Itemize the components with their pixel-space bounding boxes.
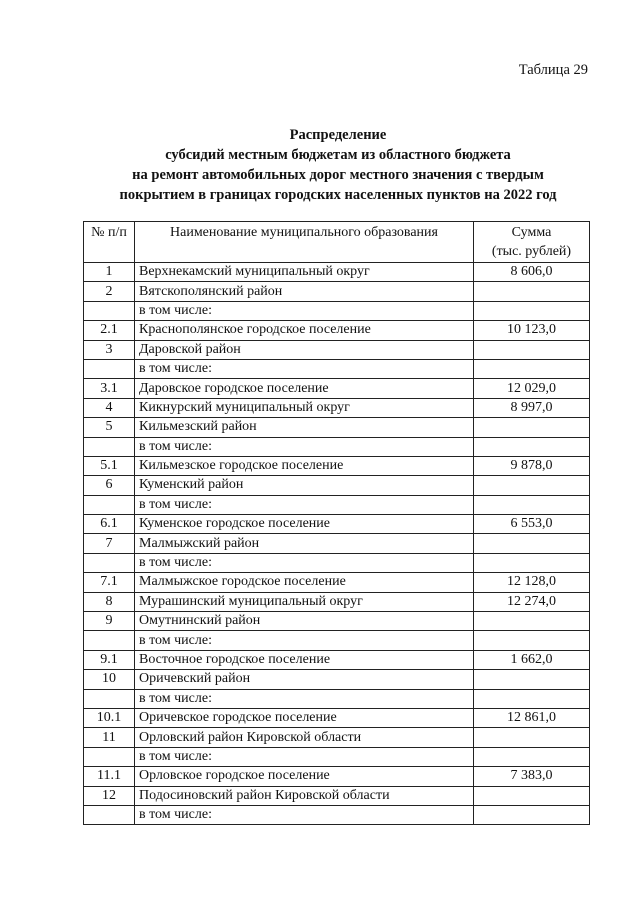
row-number: 10 xyxy=(84,670,135,689)
table-row xyxy=(84,747,590,766)
row-municipality-name: в том числе: xyxy=(135,359,474,378)
table-row xyxy=(84,631,590,650)
row-number xyxy=(84,805,135,824)
row-number: 11.1 xyxy=(84,767,135,786)
row-municipality-name: Куменское городское поселение xyxy=(135,515,474,534)
row-number xyxy=(84,301,135,320)
table-row xyxy=(84,515,590,534)
row-municipality-name: в том числе: xyxy=(135,301,474,320)
row-sum xyxy=(474,689,590,708)
row-municipality-name: Подосиновский район Кировской области xyxy=(135,786,474,805)
table-row xyxy=(84,437,590,456)
row-sum: 12 861,0 xyxy=(474,708,590,727)
row-municipality-name: Малмыжское городское поселение xyxy=(135,573,474,592)
row-municipality-name: Куменский район xyxy=(135,476,474,495)
row-number xyxy=(84,495,135,514)
row-sum xyxy=(474,418,590,437)
row-municipality-name: Орловское городское поселение xyxy=(135,767,474,786)
row-municipality-name: Орловский район Кировской области xyxy=(135,728,474,747)
row-sum xyxy=(474,301,590,320)
row-sum xyxy=(474,476,590,495)
table-number-label: Таблица 29 xyxy=(518,62,588,78)
row-number: 9 xyxy=(84,612,135,631)
table-row xyxy=(84,612,590,631)
row-municipality-name: в том числе: xyxy=(135,805,474,824)
table-row xyxy=(84,282,590,301)
row-sum xyxy=(474,786,590,805)
row-number: 7 xyxy=(84,534,135,553)
row-number: 3 xyxy=(84,340,135,359)
row-sum xyxy=(474,670,590,689)
title-line-2: субсидий местным бюджетам из областного бюджета xyxy=(165,147,511,163)
row-sum: 12 128,0 xyxy=(474,573,590,592)
header-municipality-name: Наименование муниципального образования xyxy=(135,222,474,263)
row-number: 6.1 xyxy=(84,515,135,534)
row-municipality-name: Кильмезское городское поселение xyxy=(135,456,474,475)
row-number xyxy=(84,437,135,456)
row-sum: 9 878,0 xyxy=(474,456,590,475)
row-number xyxy=(84,631,135,650)
row-number xyxy=(84,553,135,572)
row-sum: 1 662,0 xyxy=(474,650,590,669)
row-number xyxy=(84,747,135,766)
row-municipality-name: в том числе: xyxy=(135,495,474,514)
title-line-1: Распределение xyxy=(289,127,387,143)
table-row xyxy=(84,592,590,611)
table-row xyxy=(84,786,590,805)
row-number: 2.1 xyxy=(84,321,135,340)
row-number: 10.1 xyxy=(84,708,135,727)
row-municipality-name: Мурашинский муниципальный округ xyxy=(135,592,474,611)
row-number: 5.1 xyxy=(84,456,135,475)
table-row xyxy=(84,573,590,592)
row-municipality-name: Вятскополянский район xyxy=(135,282,474,301)
table-row xyxy=(84,534,590,553)
row-municipality-name: Восточное городское поселение xyxy=(135,650,474,669)
row-number: 5 xyxy=(84,418,135,437)
title-line-3: на ремонт автомобильных дорог местного значения с твердым xyxy=(132,167,544,183)
row-sum: 8 606,0 xyxy=(474,263,590,282)
row-municipality-name: Даровское городское поселение xyxy=(135,379,474,398)
row-municipality-name: Кильмезский район xyxy=(135,418,474,437)
row-municipality-name: Верхнекамский муниципальный округ xyxy=(135,263,474,282)
table-row xyxy=(84,689,590,708)
table-row xyxy=(84,301,590,320)
table-row xyxy=(84,379,590,398)
row-sum xyxy=(474,340,590,359)
row-municipality-name: Омутнинский район xyxy=(135,612,474,631)
row-sum: 6 553,0 xyxy=(474,515,590,534)
row-municipality-name: Оричевское городское поселение xyxy=(135,708,474,727)
row-municipality-name: Кикнурский муниципальный округ xyxy=(135,398,474,417)
table-body xyxy=(84,263,590,825)
header-sum-line-2: (тыс. рублей) xyxy=(491,244,572,259)
table-header-row xyxy=(84,222,590,263)
row-municipality-name: в том числе: xyxy=(135,553,474,572)
row-number: 8 xyxy=(84,592,135,611)
table-row xyxy=(84,650,590,669)
table-row xyxy=(84,728,590,747)
row-sum xyxy=(474,747,590,766)
row-sum xyxy=(474,534,590,553)
table-row xyxy=(84,340,590,359)
table-row xyxy=(84,359,590,378)
row-number: 12 xyxy=(84,786,135,805)
row-municipality-name: в том числе: xyxy=(135,747,474,766)
row-number: 4 xyxy=(84,398,135,417)
row-sum: 7 383,0 xyxy=(474,767,590,786)
table-row xyxy=(84,708,590,727)
row-sum xyxy=(474,728,590,747)
row-municipality-name: Оричевский район xyxy=(135,670,474,689)
row-sum xyxy=(474,495,590,514)
table-row xyxy=(84,321,590,340)
row-number: 11 xyxy=(84,728,135,747)
table-row xyxy=(84,456,590,475)
row-municipality-name: Даровской район xyxy=(135,340,474,359)
table-row xyxy=(84,805,590,824)
table-row xyxy=(84,398,590,417)
row-sum xyxy=(474,553,590,572)
document-title xyxy=(0,125,632,205)
table-row xyxy=(84,263,590,282)
row-municipality-name: в том числе: xyxy=(135,631,474,650)
table-row xyxy=(84,553,590,572)
row-municipality-name: в том числе: xyxy=(135,689,474,708)
row-number: 1 xyxy=(84,263,135,282)
header-number: № п/п xyxy=(84,222,135,263)
row-number xyxy=(84,359,135,378)
row-number xyxy=(84,689,135,708)
row-sum xyxy=(474,612,590,631)
row-sum: 12 274,0 xyxy=(474,592,590,611)
row-sum xyxy=(474,437,590,456)
table-row xyxy=(84,418,590,437)
table-row xyxy=(84,495,590,514)
row-municipality-name: Краснополянское городское поселение xyxy=(135,321,474,340)
row-sum xyxy=(474,282,590,301)
table-row xyxy=(84,670,590,689)
row-sum: 10 123,0 xyxy=(474,321,590,340)
row-number: 2 xyxy=(84,282,135,301)
row-sum: 12 029,0 xyxy=(474,379,590,398)
table-row xyxy=(84,476,590,495)
row-sum xyxy=(474,805,590,824)
row-number: 6 xyxy=(84,476,135,495)
header-sum-line-1: Сумма xyxy=(511,225,552,240)
subsidy-distribution-table xyxy=(83,221,590,825)
row-sum xyxy=(474,359,590,378)
title-line-4: покрытием в границах городских населенных пунктов на 2022 год xyxy=(119,187,557,203)
row-municipality-name: в том числе: xyxy=(135,437,474,456)
row-number: 3.1 xyxy=(84,379,135,398)
row-number: 9.1 xyxy=(84,650,135,669)
row-number: 7.1 xyxy=(84,573,135,592)
header-sum xyxy=(474,222,590,263)
row-sum: 8 997,0 xyxy=(474,398,590,417)
table-row xyxy=(84,767,590,786)
row-municipality-name: Малмыжский район xyxy=(135,534,474,553)
row-sum xyxy=(474,631,590,650)
